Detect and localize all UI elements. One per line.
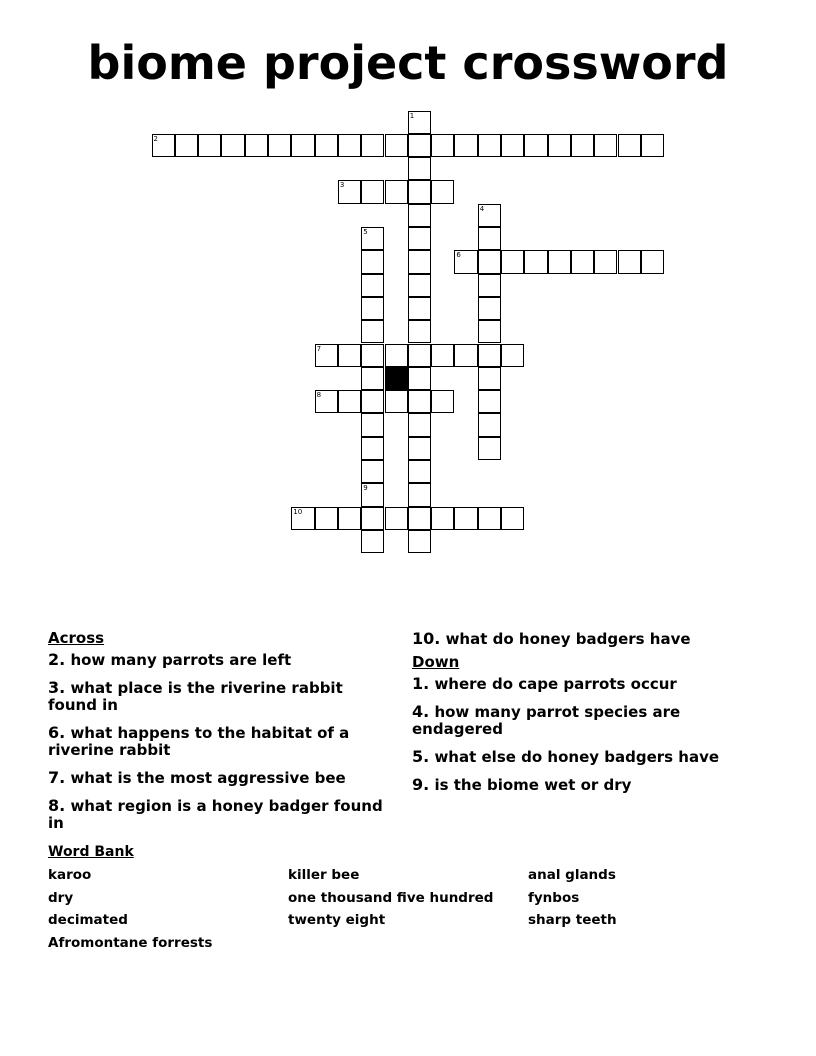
cell-number: 6 xyxy=(456,251,461,260)
clue-number: 5. xyxy=(412,747,430,766)
cell-number: 1 xyxy=(409,111,415,120)
down-heading: Down xyxy=(412,653,460,671)
crossword-cell[interactable] xyxy=(338,180,361,203)
crossword-cell[interactable] xyxy=(385,180,408,203)
crossword-cell[interactable] xyxy=(594,250,617,273)
clue-number: 6. xyxy=(48,723,66,742)
crossword-cell[interactable] xyxy=(152,134,175,157)
crossword-cell[interactable] xyxy=(548,134,571,157)
cell-number: 7 xyxy=(316,344,322,353)
crossword-cell[interactable] xyxy=(385,390,408,413)
crossword-cell[interactable] xyxy=(221,134,244,157)
crossword-cell[interactable] xyxy=(478,437,501,460)
across-clue-6 xyxy=(48,724,393,759)
clue-text: what is the most aggressive bee xyxy=(70,769,346,787)
crossword-cell[interactable] xyxy=(478,204,501,227)
across-clue-7 xyxy=(48,769,393,787)
crossword-cell[interactable] xyxy=(361,483,384,506)
crossword-cell[interactable] xyxy=(478,344,501,367)
crossword-cell[interactable] xyxy=(361,320,384,343)
crossword-cell[interactable] xyxy=(408,367,431,390)
crossword-cell[interactable] xyxy=(291,507,314,530)
crossword-cell[interactable] xyxy=(315,134,338,157)
cell-number: 3 xyxy=(339,181,345,190)
crossword-cell[interactable] xyxy=(361,250,384,273)
crossword-cell[interactable] xyxy=(408,274,431,297)
crossword-cell[interactable] xyxy=(548,250,571,273)
crossword-cell[interactable] xyxy=(454,507,477,530)
crossword-cell[interactable] xyxy=(408,437,431,460)
crossword-cell[interactable] xyxy=(408,204,431,227)
crossword-cell[interactable] xyxy=(641,250,664,273)
down-clue-5 xyxy=(412,748,757,766)
crossword-cell[interactable] xyxy=(338,134,361,157)
crossword-cell[interactable] xyxy=(408,320,431,343)
crossword-cell[interactable] xyxy=(385,344,408,367)
crossword-cell[interactable] xyxy=(408,507,431,530)
crossword-cell[interactable] xyxy=(408,483,431,506)
clue-text: what place is the riverine rabbit found in xyxy=(48,679,343,714)
word-bank-item: dry xyxy=(48,890,74,906)
crossword-cell[interactable] xyxy=(408,111,431,134)
clues-right-column xyxy=(412,630,757,804)
clue-number: 3. xyxy=(48,678,66,697)
clue-text: what happens to the habitat of a riverine rabbit xyxy=(48,724,350,759)
crossword-cell[interactable] xyxy=(478,320,501,343)
crossword-cell[interactable] xyxy=(454,344,477,367)
word-bank-item: sharp teeth xyxy=(528,912,617,928)
crossword-cell[interactable] xyxy=(361,460,384,483)
crossword-cell[interactable] xyxy=(478,227,501,250)
crossword-cell[interactable] xyxy=(338,344,361,367)
crossword-cell[interactable] xyxy=(454,134,477,157)
crossword-cell[interactable] xyxy=(408,227,431,250)
cell-number: 10 xyxy=(293,507,303,516)
crossword-block-cell xyxy=(385,367,408,390)
clue-number: 10. xyxy=(412,629,441,648)
down-clue-4 xyxy=(412,703,757,738)
word-bank-item: fynbos xyxy=(528,890,580,906)
clue-number: 4. xyxy=(412,702,430,721)
word-bank-item: Afromontane forrests xyxy=(48,935,213,951)
clue-text: what do honey badgers have xyxy=(445,630,691,648)
crossword-cell[interactable] xyxy=(361,297,384,320)
crossword-cell[interactable] xyxy=(408,344,431,367)
crossword-cell[interactable] xyxy=(361,437,384,460)
cell-number: 9 xyxy=(363,484,368,493)
crossword-cell[interactable] xyxy=(408,250,431,273)
clue-text: is the biome wet or dry xyxy=(434,776,632,794)
crossword-cell[interactable] xyxy=(478,413,501,436)
crossword-cell[interactable] xyxy=(245,134,268,157)
down-clue-9 xyxy=(412,776,757,794)
cell-number: 4 xyxy=(479,204,485,213)
crossword-cell[interactable] xyxy=(361,367,384,390)
word-bank-item: one thousand five hundred xyxy=(288,890,494,906)
crossword-cell[interactable] xyxy=(361,530,384,553)
word-bank-item: decimated xyxy=(48,912,128,928)
clue-number: 9. xyxy=(412,775,430,794)
crossword-cell[interactable] xyxy=(408,413,431,436)
crossword-cell[interactable] xyxy=(361,507,384,530)
crossword-cell[interactable] xyxy=(361,134,384,157)
crossword-cell[interactable] xyxy=(524,250,547,273)
across-clue-8 xyxy=(48,797,393,832)
crossword-cell[interactable] xyxy=(501,507,524,530)
crossword-cell[interactable] xyxy=(478,367,501,390)
word-bank-item: killer bee xyxy=(288,867,360,883)
crossword-cell[interactable] xyxy=(478,297,501,320)
crossword-cell[interactable] xyxy=(431,180,454,203)
across-heading: Across xyxy=(48,629,105,647)
crossword-cell[interactable] xyxy=(524,134,547,157)
clue-number: 8. xyxy=(48,796,66,815)
crossword-cell[interactable] xyxy=(385,507,408,530)
crossword-cell[interactable] xyxy=(431,134,454,157)
crossword-cell[interactable] xyxy=(431,344,454,367)
clue-text: what region is a honey badger found in xyxy=(48,797,383,832)
crossword-cell[interactable] xyxy=(431,390,454,413)
cell-number: 8 xyxy=(316,391,322,400)
crossword-cell[interactable] xyxy=(571,250,594,273)
crossword-cell[interactable] xyxy=(408,460,431,483)
clue-text: where do cape parrots occur xyxy=(434,675,677,693)
clue-number: 1. xyxy=(412,674,430,693)
crossword-cell[interactable] xyxy=(454,250,477,273)
crossword-cell[interactable] xyxy=(408,180,431,203)
across-clue-2 xyxy=(48,651,393,669)
crossword-cell[interactable] xyxy=(641,134,664,157)
crossword-cell[interactable] xyxy=(361,180,384,203)
crossword-cell[interactable] xyxy=(408,390,431,413)
crossword-cell[interactable] xyxy=(315,390,338,413)
crossword-cell[interactable] xyxy=(338,507,361,530)
crossword-cell[interactable] xyxy=(198,134,221,157)
word-bank-item: twenty eight xyxy=(288,912,386,928)
crossword-cell[interactable] xyxy=(618,250,641,273)
crossword-cell[interactable] xyxy=(478,250,501,273)
crossword-cell[interactable] xyxy=(408,134,431,157)
crossword-cell[interactable] xyxy=(361,413,384,436)
crossword-cell[interactable] xyxy=(361,274,384,297)
crossword-cell[interactable] xyxy=(501,134,524,157)
crossword-cell[interactable] xyxy=(594,134,617,157)
word-bank-heading: Word Bank xyxy=(48,844,134,860)
crossword-cell[interactable] xyxy=(478,507,501,530)
clue-text: how many parrot species are endagered xyxy=(412,703,681,738)
crossword-cell[interactable] xyxy=(268,134,291,157)
crossword-cell[interactable] xyxy=(501,250,524,273)
crossword-cell[interactable] xyxy=(361,390,384,413)
crossword-cell[interactable] xyxy=(338,390,361,413)
crossword-cell[interactable] xyxy=(478,274,501,297)
crossword-cell[interactable] xyxy=(361,344,384,367)
crossword-cell[interactable] xyxy=(431,507,454,530)
crossword-cell[interactable] xyxy=(315,507,338,530)
clue-text: how many parrots are left xyxy=(70,651,292,669)
clue-number: 7. xyxy=(48,768,66,787)
crossword-cell[interactable] xyxy=(175,134,198,157)
cell-number: 5 xyxy=(363,228,368,236)
page-title: biome project crossword xyxy=(87,36,729,90)
word-bank xyxy=(48,844,768,951)
crossword-cell[interactable] xyxy=(408,297,431,320)
across-clue-10 xyxy=(412,630,757,648)
crossword-cell[interactable] xyxy=(361,227,384,250)
crossword-cell[interactable] xyxy=(315,344,338,367)
crossword-cell[interactable] xyxy=(618,134,641,157)
down-clue-1 xyxy=(412,675,757,693)
crossword-cell[interactable] xyxy=(408,157,431,180)
word-bank-item: anal glands xyxy=(528,867,616,883)
clue-text: what else do honey badgers have xyxy=(434,748,720,766)
word-bank-item: karoo xyxy=(48,867,92,883)
cell-number: 2 xyxy=(153,134,158,143)
crossword-cell[interactable] xyxy=(385,134,408,157)
crossword-cell[interactable] xyxy=(501,344,524,367)
clue-number: 2. xyxy=(48,650,66,669)
clues-left-column xyxy=(48,630,393,842)
crossword-cell[interactable] xyxy=(571,134,594,157)
crossword-cell[interactable] xyxy=(478,390,501,413)
across-clue-3 xyxy=(48,679,393,714)
crossword-cell[interactable] xyxy=(478,134,501,157)
crossword-cell[interactable] xyxy=(291,134,314,157)
crossword-cell[interactable] xyxy=(408,530,431,553)
